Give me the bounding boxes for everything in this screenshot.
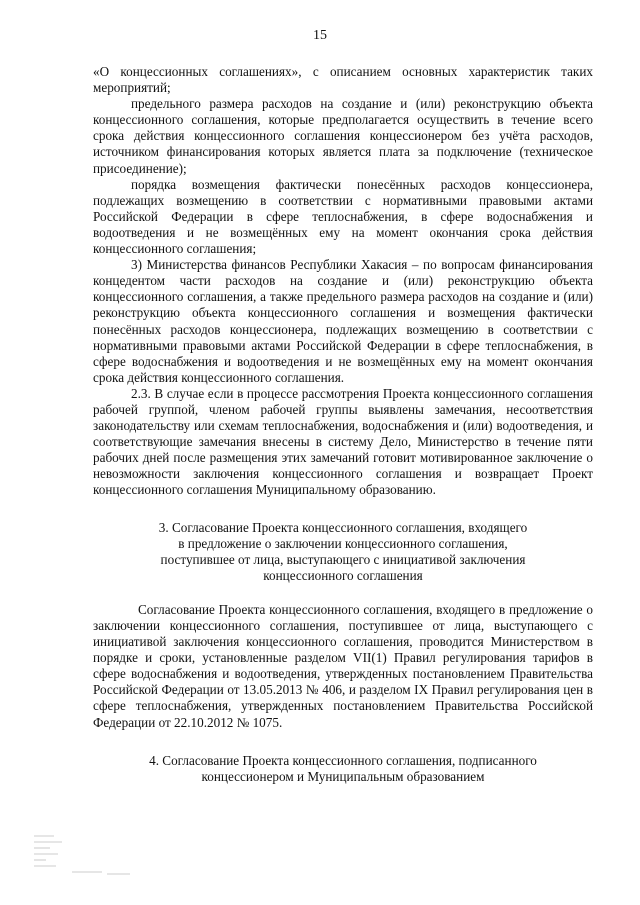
scan-artifact-mark	[32, 832, 132, 882]
page-number: 15	[313, 28, 327, 43]
section-4-heading	[93, 753, 593, 785]
section-3-heading-line-1: 3. Согласование Проекта концессионного соглашения, входящего	[158, 519, 528, 535]
section-3-heading	[93, 520, 593, 584]
paragraph-section-3: Согласование Проекта концессионного соглашения, входящего в предложение о заключении концессионного соглашения, поступившее от лица, выступающего с инициативой заключения концессионного соглашения, проводится Министерством в порядке и сроки, установленные разделом VII(1) Правил регулирования тарифов в сфере водоснабжения и водоотведения, утвержденных постановлением Правительства Российской Федерации от 13.05.2013 № 406, и разделом IX Правил регулирования цен в сфере теплоснабжения, утвержденных постановлением Правительства Российской Федерации от 22.10.2012 № 1075.	[93, 601, 593, 730]
paragraph-ministry-finance: 3) Министерства финансов Республики Хакасия – по вопросам финансирования концедентом части расходов на создание и (или) реконструкцию объекта концессионного соглашения, а также предельного размера расходов на создание и (или) реконструкцию объекта концессионного соглашения и возмещения фактически понесённых расходов концессионера, подлежащих возмещению в соответствии с нормативными правовыми актами Российской Федерации в сфере теплоснабжения, в сфере водоснабжения и водоотведения и не возмещённых ему на момент окончания срока действия концессионного соглашения.	[93, 257, 593, 385]
paragraph-expense-limit: предельного размера расходов на создание и (или) реконструкцию объекта концессионного соглашения, которые предполагается осуществить в течение всего срока действия концессионного соглашения концессионером без учёта расходов, источником финансирования которых является плата за подключение (техническое присоединение);	[93, 96, 593, 176]
paragraph-compensation-procedure: порядка возмещения фактически понесённых расходов концессионера, подлежащих возмещению в соответствии с нормативными правовыми актами Российской Федерации в сфере теплоснабжения, в сфере водоснабжения и водоотведения и не возмещённых ему на момент окончания срока действия концессионного соглашения;	[93, 176, 593, 257]
section-4-heading-line-1: 4. Согласование Проекта концессионного соглашения, подписанного	[149, 752, 537, 768]
document-body	[93, 64, 593, 785]
section-4-heading-line-2: концессионером и Муниципальным образованием	[201, 768, 485, 784]
paragraph-continuation: «О концессионных соглашениях», с описанием основных характеристик таких мероприятий;	[93, 64, 593, 96]
section-3-heading-line-3: поступившее от лица, выступающего с инициативой заключения	[160, 551, 526, 567]
section-3-heading-line-2: в предложение о заключении концессионного соглашения,	[178, 535, 508, 551]
paragraph-2-3: 2.3. В случае если в процессе рассмотрения Проекта концессионного соглашения рабочей группой, членом рабочей группы выявлены замечания, несоответствия законодательству или схемам теплоснабжения, водоснабжения и (или) водоотведения, и соответствующие замечания внесены в систему Дело, Министерство в течение пяти рабочих дней после размещения этих замечаний готовит мотивированное заключение о невозможности заключения концессионного соглашения и возвращает Проект концессионного соглашения Муниципальному образованию.	[93, 385, 593, 498]
section-3-heading-line-4: концессионного соглашения	[263, 567, 423, 583]
